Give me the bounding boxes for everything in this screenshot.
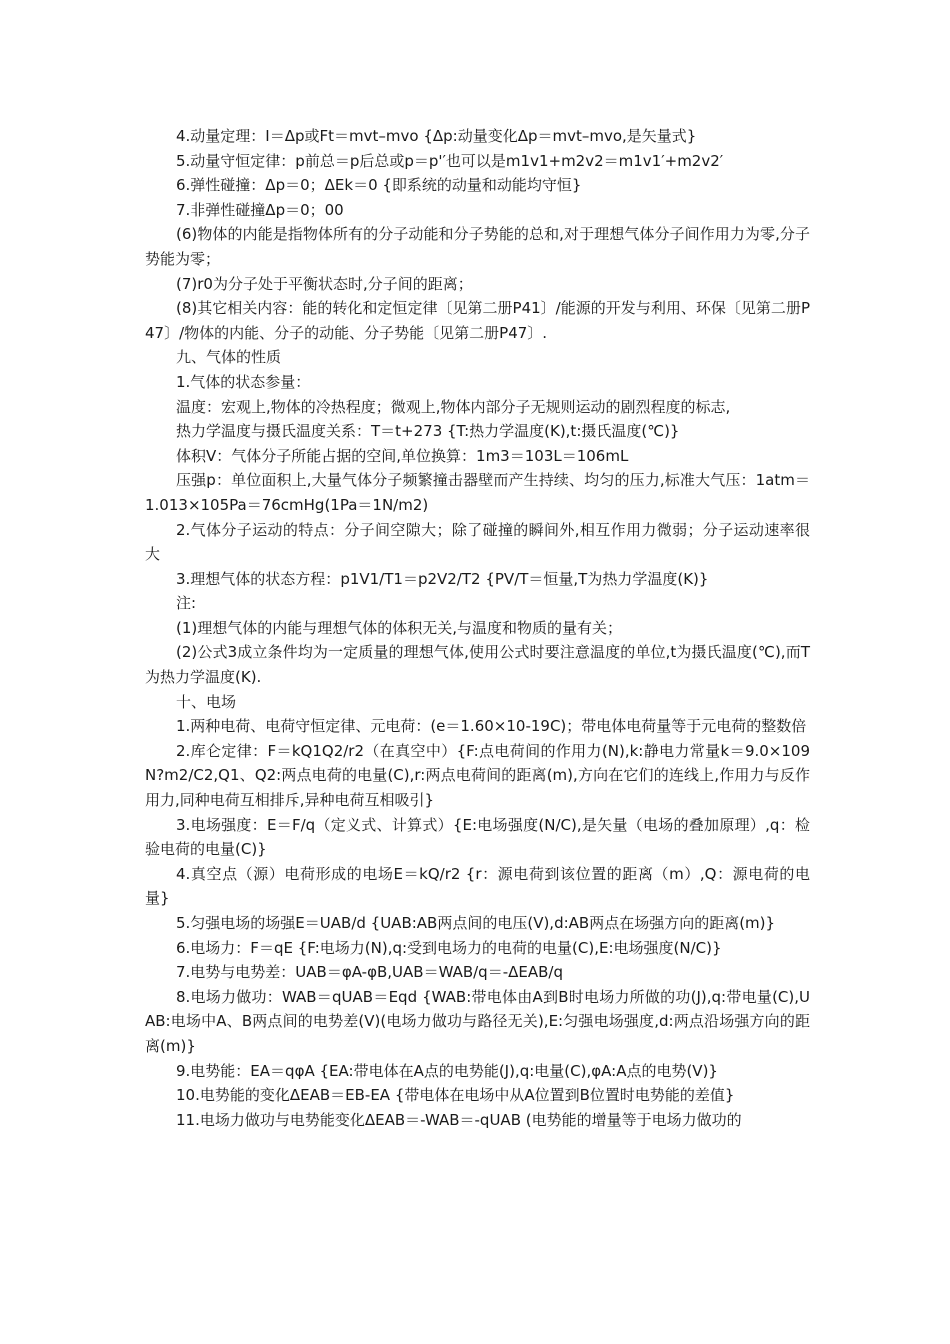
document-page [145, 124, 810, 1132]
paragraph-field-work: 8.电场力做功：WAB＝qUAB＝Eqd {WAB:带电体由A到B时电场力所做的功(J),q:带电量(C),UAB:电场中A、B两点间的电势差(V)(电场力做功与路径无关),E:匀强电场强度,d:两点沿场强方向的距离(m)} [145, 987, 810, 1055]
paragraph-coulomb-law: 2.库仑定律：F＝kQ1Q2/r2（在真空中）{F:点电荷间的作用力(N),k:静电力常量k＝9.0×109N?m2/C2,Q1、Q2:两点电荷的电量(C),r:两点电荷间的距离(m),方向在它们的连线上,作用力与反作用力,同种电荷互相排斥,异种电荷互相吸引} [145, 741, 810, 810]
section-heading-electric-field: 十、电场 [176, 692, 237, 711]
paragraph-volume: 体积V：气体分子所能占据的空间,单位换算：1m3＝103L＝106mL [176, 446, 629, 465]
paragraph-elastic-collision: 6.弹性碰撞：Δp＝0；ΔEk＝0 {即系统的动量和动能均守恒} [176, 176, 582, 195]
paragraph-inelastic-collision: 7.非弹性碰撞Δp＝0；00 [176, 200, 344, 219]
paragraph-note-2: (2)公式3成立条件均为一定质量的理想气体,使用公式时要注意温度的单位,t为摄氏温度(℃),而T为热力学温度(K). [145, 643, 810, 687]
paragraph-work-energy-relation: 11.电场力做功与电势能变化ΔEAB＝-WAB＝-qUAB (电势能的增量等于电场力做功的 [176, 1110, 742, 1129]
paragraph-uniform-field: 5.匀强电场的场强E＝UAB/d {UAB:AB两点间的电压(V),d:AB两点在场强方向的距离(m)} [176, 914, 776, 932]
paragraph-internal-energy: (6)物体的内能是指物体所有的分子动能和分子势能的总和,对于理想气体分子间作用力为零,分子势能为零； [145, 225, 810, 268]
paragraph-point-charge-field: 4.真空点（源）电荷形成的电场E＝kQ/r2 {r：源电荷到该位置的距离（m）,Q：源电荷的电量} [145, 864, 810, 908]
paragraph-ideal-gas-equation: 3.理想气体的状态方程：p1V1/T1＝p2V2/T2 {PV/T＝恒量,T为热力学温度(K)} [176, 569, 709, 588]
paragraph-potential-energy-change: 10.电势能的变化ΔEAB＝EB-EA {带电体在电场中从A位置到B位置时电势能的差值} [176, 1086, 735, 1105]
paragraph-r0: (7)r0为分子处于平衡状态时,分子间的距离； [176, 274, 473, 293]
paragraph-charges: 1.两种电荷、电荷守恒定律、元电荷：(e＝1.60×10-19C)；带电体电荷量等于元电荷的整数倍 [176, 717, 807, 736]
paragraph-potential-difference: 7.电势与电势差：UAB＝φA-φB,UAB＝WAB/q＝-ΔEAB/q [176, 963, 563, 982]
paragraph-momentum-theorem: 4.动量定理：I＝Δp或Ft＝mvt–mvo {Δp:动量变化Δp＝mvt–mvo,是矢量式} [176, 127, 697, 145]
paragraph-thermo-temperature: 热力学温度与摄氏温度关系：T＝t+273 {T:热力学温度(K),t:摄氏温度(℃)} [176, 422, 680, 441]
paragraph-potential-energy: 9.电势能：EA＝qφA {EA:带电体在A点的电势能(J),q:电量(C),φA:A点的电势(V)} [176, 1061, 718, 1080]
paragraph-momentum-conservation: 5.动量守恒定律：p前总＝p后总或p＝p'′也可以是m1v1+m2v2＝m1v1′+m2v2′ [176, 151, 724, 170]
paragraph-related-content: (8)其它相关内容：能的转化和定恒定律〔见第二册P41〕/能源的开发与利用、环保〔见第二册P47〕/物体的内能、分子的动能、分子势能〔见第二册P47〕. [145, 299, 810, 342]
paragraph-note-1: (1)理想气体的内能与理想气体的体积无关,与温度和物质的量有关； [176, 618, 623, 637]
paragraph-gas-molecule-motion: 2.气体分子运动的特点：分子间空隙大；除了碰撞的瞬间外,相互作用力微弱；分子运动速率很大 [145, 520, 810, 564]
section-heading-gas: 九、气体的性质 [176, 348, 282, 367]
paragraph-temperature: 温度：宏观上,物体的冷热程度；微观上,物体内部分子无规则运动的剧烈程度的标志, [176, 397, 731, 416]
paragraph-electric-force: 6.电场力：F＝qE {F:电场力(N),q:受到电场力的电荷的电量(C),E:电场强度(N/C)} [176, 938, 722, 957]
paragraph-pressure: 压强p：单位面积上,大量气体分子频繁撞击器壁而产生持续、均匀的压力,标准大气压：1atm＝1.013×105Pa＝76cmHg(1Pa＝1N/m2) [145, 471, 810, 514]
paragraph-note-label: 注: [176, 594, 197, 613]
paragraph-field-strength: 3.电场强度：E＝F/q（定义式、计算式）{E:电场强度(N/C),是矢量（电场的叠加原理）,q：检验电荷的电量(C)} [145, 815, 810, 859]
paragraph-gas-state-params: 1.气体的状态参量： [176, 372, 311, 391]
